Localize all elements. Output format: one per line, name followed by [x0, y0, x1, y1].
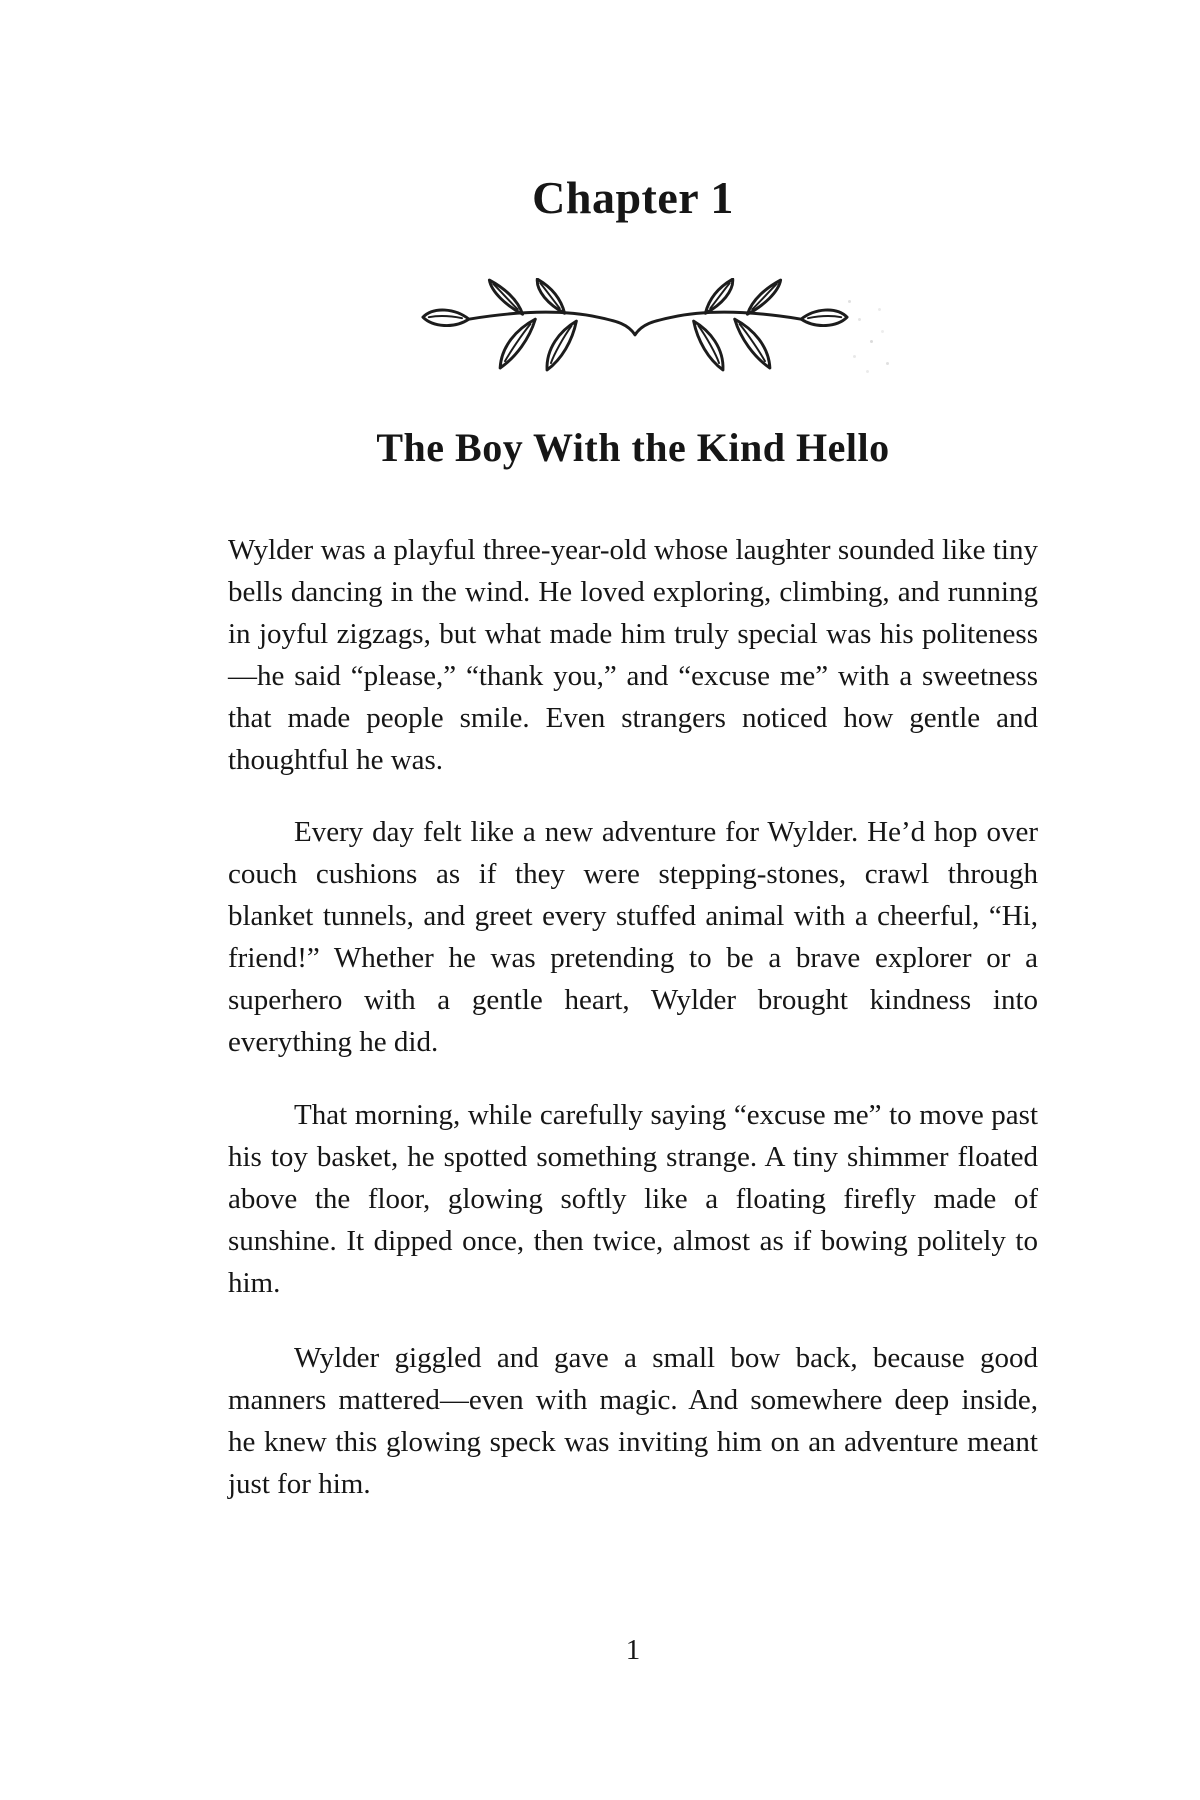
paragraph-4: Wylder giggled and gave a small bow back, because good manners mattered—even with magic. And somewhere deep inside, he knew this glowing speck was inviting him on an adventure meant just for him. — [228, 1342, 1038, 1500]
leaf-divider-icon — [420, 278, 850, 372]
page-number: 1 — [625, 1634, 641, 1666]
scan-speckle-artifact — [848, 300, 896, 378]
section-title: The Boy With the Kind Hello — [376, 425, 890, 470]
paragraph-1: Wylder was a playful three-year-old whose laughter sounded like tiny bells dancing in the wind. He loved exploring, climbing, and running in joyful zigzags, but what made him truly special was his politeness—he said “please,” “thank you,” and “excuse me” with a sweetness that made people smile. Even strangers noticed how gentle and thoughtful he was. — [228, 534, 1038, 776]
chapter-heading: Chapter 1 — [532, 172, 734, 223]
paragraph-3: That morning, while carefully saying “excuse me” to move past his toy basket, he spotted something strange. A tiny shimmer floated above the floor, glowing softly like a floating firefly made of sunshine. It dipped once, then twice, almost as if bowing politely to him. — [228, 1099, 1038, 1299]
paragraph-2: Every day felt like a new adventure for Wylder. He’d hop over couch cushions as if they were stepping-stones, crawl through blanket tunnels, and greet every stuffed animal with a cheerful, “Hi, friend!” Whether he was pretending to be a brave explorer or a superhero with a gentle heart, Wylder brought kindness into everything he did. — [228, 816, 1038, 1058]
